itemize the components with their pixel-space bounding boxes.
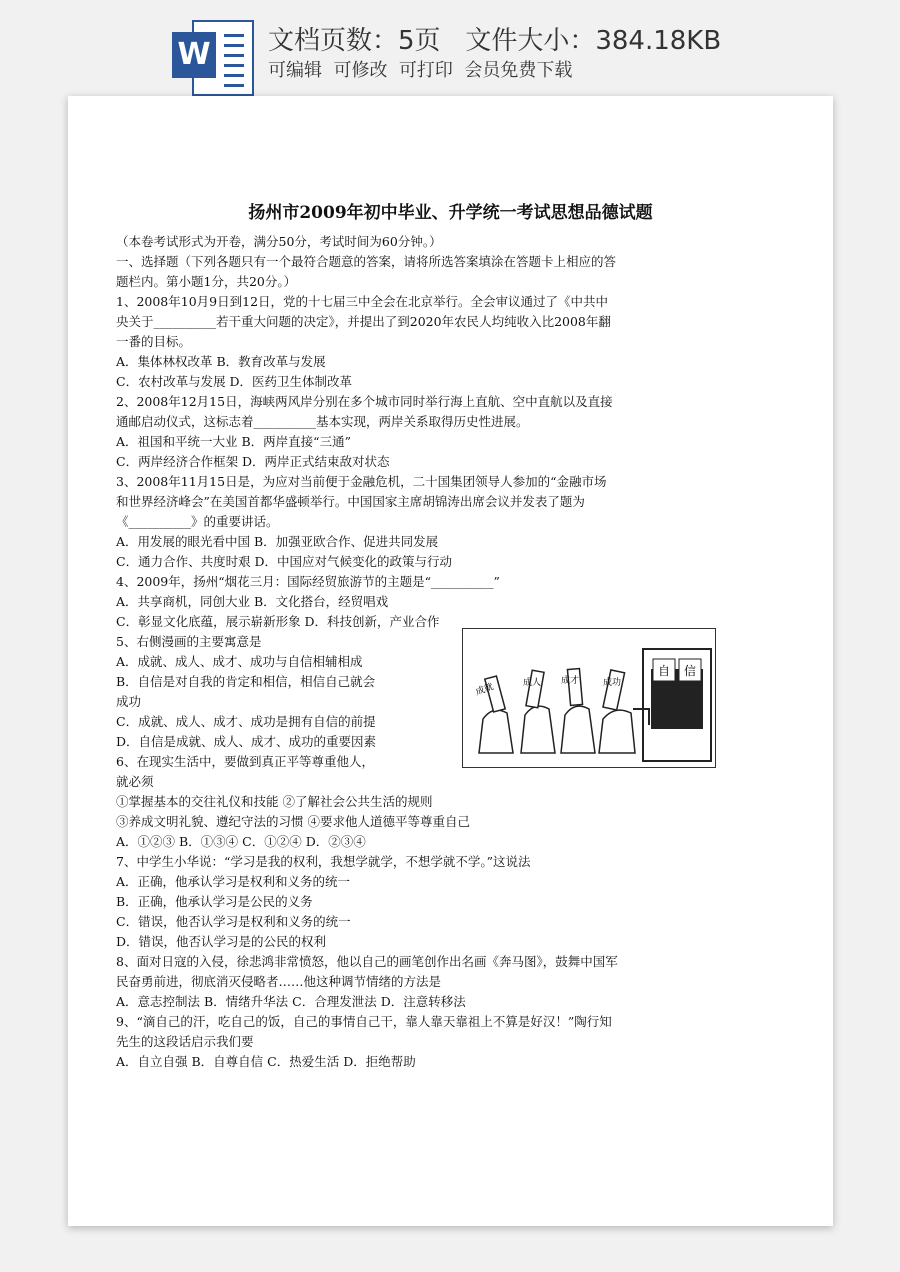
text-line: 6、在现实生活中，要做到真正平等尊重他人， (116, 754, 374, 769)
text-line: 8、面对日寇的入侵，徐悲鸿非常愤怒，他以自己的画笔创作出名画《奔马图》，鼓舞中国军 (116, 954, 618, 969)
text-line: 通邮启动仪式，这标志着__________基本实现，两岸关系取得历史性进展。 (116, 414, 529, 429)
text-line: C．两岸经济合作框架 D．两岸正式结束敌对状态 (116, 454, 390, 469)
text-line: 9、“滴自己的汗，吃自己的饭，自己的事情自己干，靠人靠天靠祖上不算是好汉！”陶行知 (116, 1014, 612, 1029)
text-line: D．错误，他否认学习是的公民的权利 (116, 934, 327, 949)
text-line: 题栏内。第小题1分，共20分。） (116, 274, 297, 289)
text-line: B．正确，他承认学习是公民的义务 (116, 894, 313, 909)
cartoon-label-4: 成功 (603, 678, 622, 688)
text-line: 先生的这段话启示我们要 (116, 1034, 254, 1049)
text-line: A．共享商机，同创大业 B．文化搭台，经贸唱戏 (116, 594, 389, 609)
cartoon-sign-right: 信 (683, 664, 697, 678)
cartoon-image (462, 628, 716, 768)
text-line: C．农村改革与发展 D．医药卫生体制改革 (116, 374, 353, 389)
text-line: ③养成文明礼貌、遵纪守法的习惯 ④要求他人道德平等尊重自己 (116, 814, 470, 829)
text-line: 5、右侧漫画的主要寓意是 (116, 634, 262, 649)
cartoon-label-3: 成才 (561, 676, 580, 686)
text-line: 一、选择题（下列各题只有一个最符合题意的答案，请将所选答案填涂在答题卡上相应的答 (116, 254, 617, 269)
text-line: C．通力合作、共度时艰 D．中国应对气候变化的政策与行动 (116, 554, 453, 569)
exam-title: 扬州市2009年初中毕业、升学统一考试思想品德试题 (248, 203, 653, 223)
file-info: 文档页数：5页 文件大小：384.18KB (268, 26, 722, 56)
text-line: 一番的目标。 (116, 334, 192, 349)
text-line: C．彰显文化底蕴，展示崭新形象 D．科技创新，产业合作 (116, 614, 440, 629)
text-line: B．自信是对自我的肯定和相信，相信自己就会 (116, 674, 376, 689)
text-line: 《__________》的重要讲话。 (116, 514, 279, 529)
cartoon-label-2: 成人 (523, 678, 542, 688)
text-line: 2、2008年12月15日，海峡两风岸分别在多个城市同时举行海上直航、空中直航以及直接 (116, 394, 613, 409)
word-document-icon (172, 18, 252, 96)
text-line: A．集体林权改革 B．教育改革与发展 (116, 354, 326, 369)
text-line: C．错误，他否认学习是权利和义务的统一 (116, 914, 351, 929)
text-line: 1、2008年10月9日到12日，党的十七届三中全会在北京举行。全会审议通过了《中共中 (116, 294, 609, 309)
text-line: A．正确，他承认学习是权利和义务的统一 (116, 874, 351, 889)
text-line: （本卷考试形式为开卷，满分50分，考试时间为60分钟。） (116, 234, 442, 249)
text-line: A．①②③ B．①③④ C．①②④ D．②③④ (116, 834, 366, 849)
text-line: A．自立自强 B．自尊自信 C．热爱生活 D．拒绝帮助 (116, 1054, 416, 1069)
text-line: A．用发展的眼光看中国 B．加强亚欧合作、促进共同发展 (116, 534, 439, 549)
text-line: D．自信是成就、成人、成才、成功的重要因素 (116, 734, 377, 749)
text-line: A．成就、成人、成才、成功与自信相辅相成 (116, 654, 363, 669)
text-line: 就必须 (116, 774, 154, 789)
file-features: 可编辑 可修改 可打印 会员免费下载 (268, 60, 573, 81)
download-banner (0, 0, 900, 96)
text-line: A．祖国和平统一大业 B．两岸直接“三通” (116, 434, 351, 449)
text-line: 3、2008年11月15日是，为应对当前便于金融危机，二十国集团领导人参加的“金融市场 (116, 474, 607, 489)
text-line: 和世界经济峰会”在美国首都华盛顿举行。中国国家主席胡锦涛出席会议并发表了题为 (116, 494, 585, 509)
text-line: ①掌握基本的交往礼仪和技能 ②了解社会公共生活的规则 (116, 794, 433, 809)
text-line: A．意志控制法 B．情绪升华法 C．合理发泄法 D．注意转移法 (116, 994, 466, 1009)
text-line: C．成就、成人、成才、成功是拥有自信的前提 (116, 714, 376, 729)
word-letter: W (172, 32, 216, 78)
text-line: 4、2009年，扬州“烟花三月：国际经贸旅游节的主题是“__________” (116, 574, 500, 589)
cartoon-sign-left: 自 (657, 664, 671, 678)
cartoon-label-1: 成就 (474, 682, 495, 698)
text-line: 成功 (116, 694, 142, 709)
text-line: 央关于__________若干重大问题的决定》，并提出了到2020年农民人均纯收入比2008年翻 (116, 314, 611, 329)
text-line: 7、中学生小华说：“学习是我的权利，我想学就学，不想学就不学。”这说法 (116, 854, 531, 869)
text-line: 民奋勇前进，彻底消灭侵略者……他这种调节情绪的方法是 (116, 974, 442, 989)
